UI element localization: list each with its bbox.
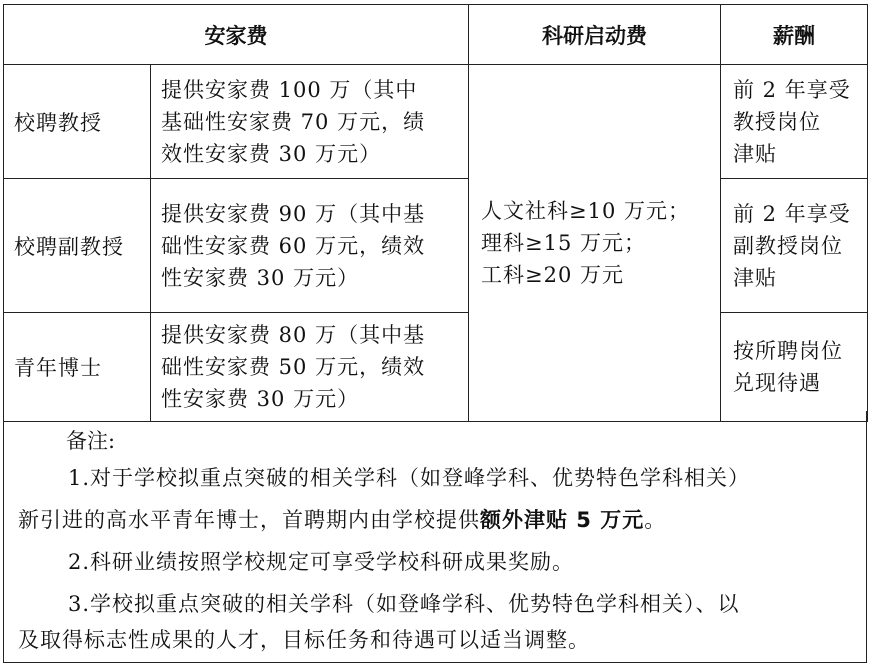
- salary-cell: [721, 179, 868, 313]
- research-fund-cell: [469, 65, 721, 422]
- salary-line: 前 2 年享受: [733, 77, 851, 102]
- allowance-cell: [151, 313, 469, 422]
- allowance-cell: [151, 65, 469, 179]
- research-fund-line: 工科≥20 万元: [481, 263, 624, 287]
- category-cell: 校聘副教授: [4, 179, 151, 313]
- note-text: 2.科研业绩按照学校规定可享受学校科研成果奖励。: [68, 550, 575, 574]
- note-bold-text: 额外津贴 5 万元: [480, 508, 645, 532]
- note-item-3-line-2: [18, 619, 860, 661]
- salary-cell: [721, 313, 868, 422]
- allowance-line: 基础性安家费 70 万元，绩: [161, 109, 426, 134]
- research-fund-line: 理科≥15 万元；: [481, 231, 646, 255]
- salary-line: 副教授岗位: [733, 233, 843, 258]
- note-item-1-line-2: [18, 499, 860, 541]
- allowance-line: 提供安家费 90 万（其中基: [161, 201, 426, 226]
- table-row: [4, 65, 868, 179]
- salary-cell: [721, 65, 868, 179]
- allowance-cell: [151, 179, 469, 313]
- note-item-2: [18, 541, 860, 583]
- note-item-1-line-1: [18, 457, 860, 499]
- salary-line: 兑现待遇: [733, 371, 821, 395]
- note-text: 1.对于学校拟重点突破的相关学科（如登峰学科、优势特色学科相关）: [68, 466, 751, 490]
- salary-line: 前 2 年享受: [733, 201, 851, 226]
- allowance-line: 性安家费 30 万元）: [161, 387, 360, 411]
- salary-line: 按所聘岗位: [733, 339, 843, 363]
- allowance-line: 性安家费 30 万元）: [161, 265, 360, 290]
- allowance-line: 提供安家费 100 万（其中: [161, 77, 418, 102]
- allowance-line: 础性安家费 50 万元，绩效: [161, 355, 426, 379]
- notes-title: 备注:: [66, 429, 116, 453]
- note-text: 及取得标志性成果的人才，目标任务和待遇可以适当调整。: [18, 628, 590, 652]
- note-text: 。: [644, 508, 667, 532]
- allowance-line: 础性安家费 60 万元，绩效: [161, 233, 426, 258]
- category-cell: 青年博士: [4, 313, 151, 422]
- category-cell: 校聘教授: [4, 65, 151, 179]
- header-allowance: 安家费: [4, 5, 469, 65]
- note-text: 3.学校拟重点突破的相关学科（如登峰学科、优势特色学科相关）、以: [68, 592, 740, 616]
- salary-line: 津贴: [733, 265, 777, 290]
- note-text: 新引进的高水平青年博士，首聘期内由学校提供: [18, 508, 480, 532]
- talent-benefits-table: [3, 4, 868, 422]
- header-salary: 薪酬: [721, 5, 868, 65]
- notes-section: [3, 411, 867, 663]
- allowance-line: 效性安家费 30 万元）: [161, 141, 382, 166]
- allowance-line: 提供安家费 80 万（其中基: [161, 323, 426, 347]
- salary-line: 津贴: [733, 141, 777, 166]
- table-row: [4, 313, 868, 422]
- salary-line: 教授岗位: [733, 109, 821, 134]
- header-row: [4, 5, 868, 65]
- header-research-fund: 科研启动费: [469, 5, 721, 65]
- research-fund-line: 人文社科≥10 万元；: [481, 199, 690, 223]
- table-row: [4, 179, 868, 313]
